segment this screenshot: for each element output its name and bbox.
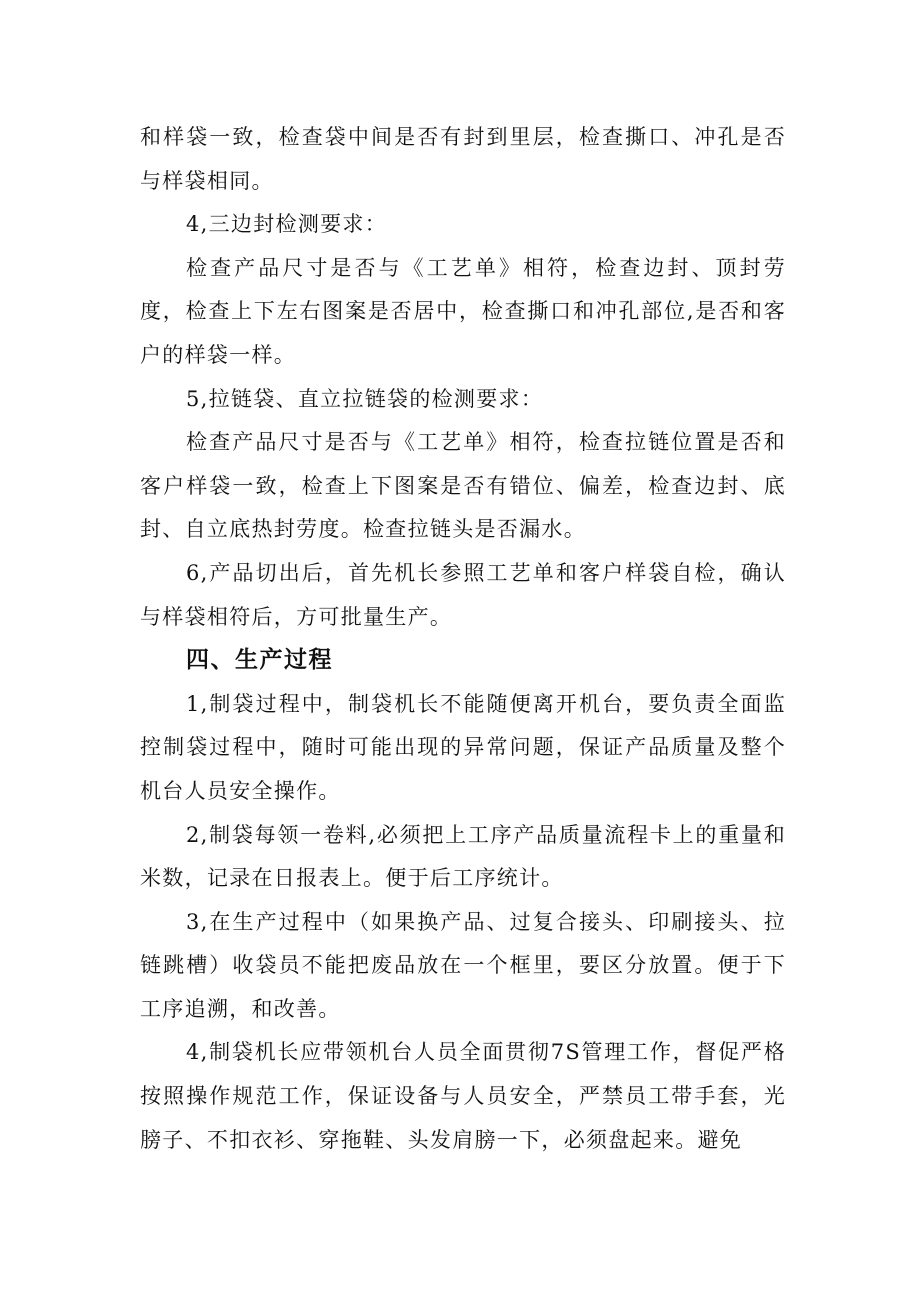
item-6: 6,产品切出后，首先机长参照工艺单和客户样袋自检，确认与样袋相符后，方可批量生产。 xyxy=(140,560,786,629)
section-4-heading: 四、生产过程 xyxy=(186,647,333,674)
section-4-item-3: 3,在生产过程中（如果换产品、过复合接头、印刷接头、拉链跳槽）收袋员不能把废品放在一个框里，要区分放置。便于下工序追溯，和改善。 xyxy=(140,909,786,1021)
section-4-item-1: 1,制袋过程中，制袋机长不能随便离开机台，要负责全面监控制袋过程中，随时可能出现的异常问题，保证产品质量及整个机台人员安全操作。 xyxy=(140,691,786,803)
section-4-item-4: 4,制袋机长应带领机台人员全面贯彻7S管理工作，督促严格按照操作规范工作，保证设备与人员安全，严禁员工带手套，光膀子、不扣衣衫、穿拖鞋、头发肩膀一下，必须盘起来。避免 xyxy=(140,1040,786,1152)
section-4-item-2: 2,制袋每领一卷料,必须把上工序产品质量流程卡上的重量和米数，记录在日报表上。便于后工序统计。 xyxy=(140,822,786,891)
item-5-title: 5,拉链袋、直立拉链袋的检测要求： xyxy=(186,386,544,411)
document-body xyxy=(140,116,786,1162)
item-4-body: 检查产品尺寸是否与《工艺单》相符，检查边封、顶封劳度，检查上下左右图案是否居中，检查撕口和冲孔部位,是否和客户的样袋一样。 xyxy=(140,255,786,367)
item-4-title: 4,三边封检测要求： xyxy=(186,212,388,237)
paragraph-continuation: 和样袋一致，检查袋中间是否有封到里层，检查撕口、冲孔是否与样袋相同。 xyxy=(140,125,786,193)
item-5-body: 检查产品尺寸是否与《工艺单》相符，检查拉链位置是否和客户样袋一致，检查上下图案是否有错位、偏差，检查边封、底封、自立底热封劳度。检查拉链头是否漏水。 xyxy=(140,430,786,542)
